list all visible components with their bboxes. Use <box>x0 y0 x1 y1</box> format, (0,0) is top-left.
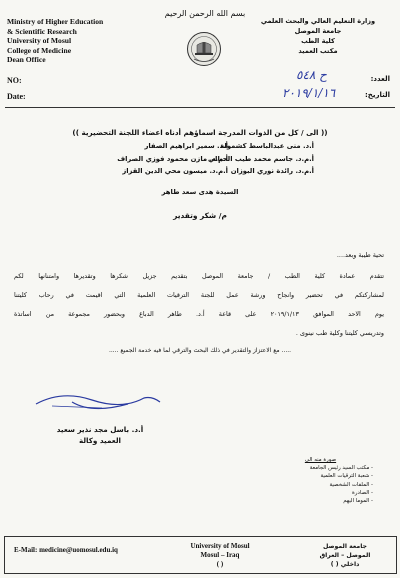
copies-item: - الصادرة <box>352 489 373 496</box>
dean-office-line: Dean Office <box>7 55 46 65</box>
handwritten-date: ٢٠١٩/١/١٦ <box>282 86 336 100</box>
recipient-name: أ.د. منى عبدالباسط كشمولة <box>220 142 314 150</box>
date-label-ar: التاريخ: <box>364 91 390 99</box>
college-line-ar: كلية الطب <box>301 37 335 45</box>
date-label: Date: <box>7 92 26 101</box>
college-line: College of Medicine <box>7 45 72 55</box>
copies-item: - الملفات الشخصية <box>329 481 373 488</box>
english-letterhead <box>7 17 103 65</box>
no-label-ar: العدد: <box>370 75 390 83</box>
no-label: NO: <box>7 76 22 85</box>
recipient-name: السيدة هدى سعد طاهر <box>161 188 239 196</box>
footer-phone: ( ) <box>216 560 224 568</box>
bismillah: بسم الله الرحمن الرحيم <box>164 9 246 18</box>
footer-university: University of Mosul <box>190 542 250 550</box>
arabic-letterhead <box>258 16 378 56</box>
dean-office-line-ar: مكتب العميد <box>298 47 338 55</box>
copies-heading: صورة منه الى <box>304 457 337 463</box>
footer-city: Mosul – Iraq <box>200 551 240 559</box>
subject-line: م/ شكر وتقدير <box>173 211 227 220</box>
footer-university-ar: جامعة الموصل <box>323 543 367 550</box>
recipient-name: أ.م.د. مازن محمود فوزي الصراف <box>117 154 228 163</box>
footer-email: E-Mail: medicine@uomosul.edu.iq <box>14 546 118 554</box>
signatory-title: العميد وكالة <box>78 436 122 445</box>
recipient-name: أ.د. سمير ابراهيم الصفار <box>144 142 228 150</box>
footer-phone-ar: داخلي ( ) <box>330 561 360 568</box>
footer-center <box>175 542 265 569</box>
recipient-name: أ.م.د. ميسون محي الدين القزاز <box>122 167 228 175</box>
reference-number: ح ٥٤٨ <box>296 68 327 82</box>
ministry-line: Ministry of Higher Education <box>7 17 104 26</box>
copies-item: - مكتب السيد رئيس الجامعة <box>309 465 373 472</box>
closing-line: ..... مع الاعتزاز والتقدير في ذلك البحث والترقي لما فيه خدمة الجميع ..... <box>108 347 292 354</box>
body-paragraph-line: وتدريسي كليتنا وكلية طب نينوى . <box>295 329 384 337</box>
signature-block <box>40 424 160 446</box>
university-logo <box>186 31 222 67</box>
recipient-name: أ.م.د. رائدة نوري البوزان <box>230 167 314 175</box>
university-line-ar: جامعة الموصل <box>294 27 342 35</box>
body-paragraph-line: تتقدم عمادة كلية الطب / جامعة الموصل بتقديم جزيل شكرها وتقديرها وامتنانها لكم <box>14 272 384 280</box>
university-line: University of Mosul <box>7 36 72 46</box>
greeting: تحية طيبة وبعد.... <box>336 251 384 259</box>
header-divider <box>5 107 395 108</box>
body-paragraph-line: يوم الاحد الموافق ٢٠١٩/١/١٣ على قاعة أ.د. طاهر الدباغ وبحضور مجموعة من اساتذة <box>14 310 384 318</box>
recipient-name: أ.م.د. جاسم محمد طيب الحيالي <box>208 154 314 163</box>
research-line: & Scientific Research <box>7 26 77 36</box>
copies-item: - الموما اليهم <box>343 498 373 505</box>
footer-right <box>305 542 385 569</box>
footer-city-ar: الموصل – العراق <box>319 552 371 559</box>
copies-item: - شعبة الترقيات العلمية <box>320 473 373 480</box>
recipients-col-left <box>98 140 228 178</box>
signatory-name: أ.د. باسل مجد نذير سعيد <box>56 425 144 434</box>
ministry-line-ar: وزارة التعليم العالي والبحث العلمي <box>260 17 376 25</box>
signature-scribble <box>32 386 164 416</box>
body-paragraph-line: لمشاركتكم في تحضير وانجاح ورشة عمل للجنة الترقيات العلمية التي اقيمت في رحاب كليتنا <box>14 291 384 299</box>
copies-list <box>268 456 373 505</box>
recipients-title: (( الى / كل من الذوات المدرجة اسماؤهم أدناه اعضاء اللجنة التحضيرية )) <box>72 128 328 137</box>
